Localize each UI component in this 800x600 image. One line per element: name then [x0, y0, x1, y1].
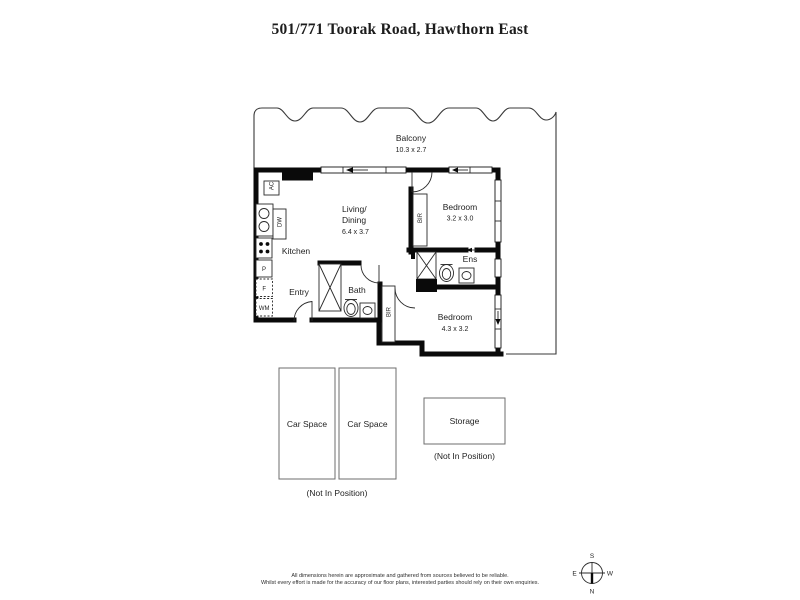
kitchen-sink: [256, 204, 273, 236]
balcony-dims: 10.3 x 2.7: [395, 147, 427, 154]
ac-label: AC: [269, 181, 276, 191]
balcony-slider-window-1: [321, 167, 406, 173]
storage-label: Storage: [449, 416, 480, 426]
car-space-note: (Not In Position): [306, 488, 368, 498]
disclaimer-line2: Whilst every effort is made for the accuracy of our floor plans, interested parties should rely on their own enquiries.: [260, 580, 540, 586]
bedroom1-label: Bedroom: [442, 202, 478, 212]
right-wall-window-2: [495, 259, 501, 277]
right-wall-window-1: [495, 180, 501, 242]
ens-shower: [417, 252, 436, 279]
living-label-line1: Living/: [342, 204, 367, 214]
bedroom2-door: [395, 288, 415, 308]
wm-label: WM: [258, 306, 270, 312]
entry-door: [294, 301, 312, 321]
storage-note: (Not In Position): [434, 451, 495, 461]
f-label: F: [262, 286, 267, 293]
ens-label: Ens: [462, 254, 478, 264]
living-dims: 6.4 x 3.7: [342, 229, 369, 236]
bath-label: Bath: [348, 285, 366, 295]
living-label-line2: Dining: [342, 215, 367, 225]
bedroom2-dims: 4.3 x 3.2: [441, 326, 469, 333]
car-space-1-label: Car Space: [286, 419, 328, 429]
bedroom1-dims: 3.2 x 3.0: [446, 215, 474, 223]
balcony-slider-window-2: [449, 167, 492, 173]
balcony-label: Balcony: [395, 133, 427, 143]
bedroom2-label: Bedroom: [437, 312, 473, 322]
compass-west-label: W: [606, 570, 614, 578]
bath-shower: [319, 264, 341, 311]
ens-duct-column: [416, 279, 437, 292]
kitchen-bench-nib: [282, 168, 313, 181]
bath-vanity: [360, 303, 375, 318]
right-wall-window-3: [495, 295, 501, 348]
bir1-label: BIR: [418, 212, 424, 224]
bir2-label: BIR: [386, 306, 393, 318]
cooktop: [256, 238, 272, 258]
bath-door: [361, 265, 379, 283]
disclaimer-line1: All dimensions herein are approximate and gathered from sources believed to be reliable.: [291, 573, 509, 579]
page-title: 501/771 Toorak Road, Hawthorn East: [271, 21, 529, 38]
compass-south-label: S: [589, 553, 595, 560]
ens-toilet: [440, 265, 454, 282]
bedroom1-door: [412, 172, 432, 192]
compass-east-label: E: [572, 570, 577, 578]
compass-north-label: N: [589, 588, 595, 596]
entry-label: Entry: [289, 287, 309, 297]
bath-toilet: [344, 300, 358, 317]
p-label: P: [261, 267, 267, 273]
bath-fixtures: [319, 264, 375, 318]
dw-label: DW: [277, 217, 284, 227]
balcony-outline: [254, 108, 556, 354]
kitchen-label: Kitchen: [281, 246, 311, 256]
car-space-2-label: Car Space: [347, 419, 388, 429]
ens-vanity: [459, 268, 474, 283]
parking-section: [279, 368, 505, 498]
